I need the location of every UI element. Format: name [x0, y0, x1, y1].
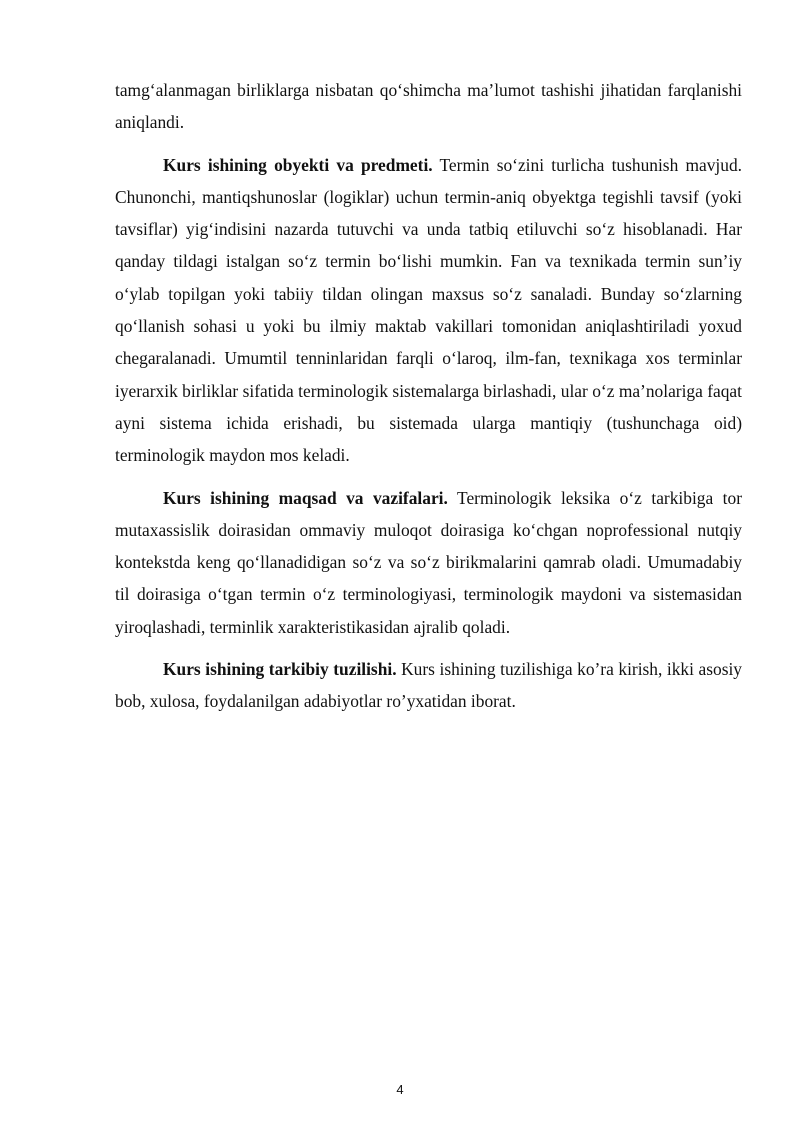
paragraph-continuation	[115, 74, 742, 139]
paragraph-object-subject	[115, 149, 742, 472]
paragraph-text: tamg‘alanmagan birliklarga nisbatan qo‘shimcha ma’lumot tashishi jihatidan farqlanishi aniqlandi.	[115, 80, 742, 133]
page-number: 4	[396, 1082, 404, 1097]
paragraph-structure	[115, 653, 742, 718]
section-heading: Kurs ishining obyekti va predmeti.	[163, 154, 433, 175]
section-heading: Kurs ishining tarkibiy tuzilishi.	[163, 659, 397, 680]
paragraph-text: Termin so‘zini turlicha tushunish mavjud. Chunonchi, mantiqshunoslar (logiklar) uchun termin-aniq obyektga tegishli tavsif (yoki tavsiflar) yig‘indisini nazarda tutuvchi va unda tatbiq etiluvchi so‘z hisoblanadi. Har qanday tildagi istalgan so‘z termin bo‘lishi mumkin. Fan va texnikada termin sun’iy o‘ylab topilgan yoki tabiiy tildan olingan maxsus so‘z sanaladi. Bunday so‘zlarning qo‘llanish sohasi u yoki bu ilmiy maktab vakillari tomonidan aniqlashtiriladi yoxud chegaralanadi. Umumtil tenninlaridan farqli o‘laroq, ilm-fan, texnikaga xos terminlar iyerarxik birliklar sifatida terminologik sistemalarga birlashadi, ular o‘z ma’nolariga faqat ayni sistema ichida erishadi, bu sistemada ularga mantiqiy (tushunchaga oid) terminologik maydon mos keladi.	[115, 154, 742, 466]
document-body	[115, 74, 742, 728]
paragraph-text: Kurs ishining tuzilishiga ko’ra kirish, ikki asosiy bob, xulosa, foydalanilgan adabiyotlar ro’yxatidan iborat.	[115, 659, 742, 712]
paragraph-text: Terminologik leksika o‘z tarkibiga tor mutaxassislik doirasidan ommaviy muloqot doirasiga ko‘chgan noprofessional nutqiy kontekstda keng qo‘llanadidigan so‘z va so‘z birikmalarini qamrab oladi. Umumadabiy til doirasiga o‘tgan termin o‘z terminologiyasi, terminologik maydoni va sistemasidan yiroqlashadi, terminlik xarakteristikasidan ajralib qoladi.	[115, 487, 742, 637]
section-heading: Kurs ishining maqsad va vazifalari.	[163, 487, 448, 508]
paragraph-goals-tasks	[115, 482, 742, 643]
